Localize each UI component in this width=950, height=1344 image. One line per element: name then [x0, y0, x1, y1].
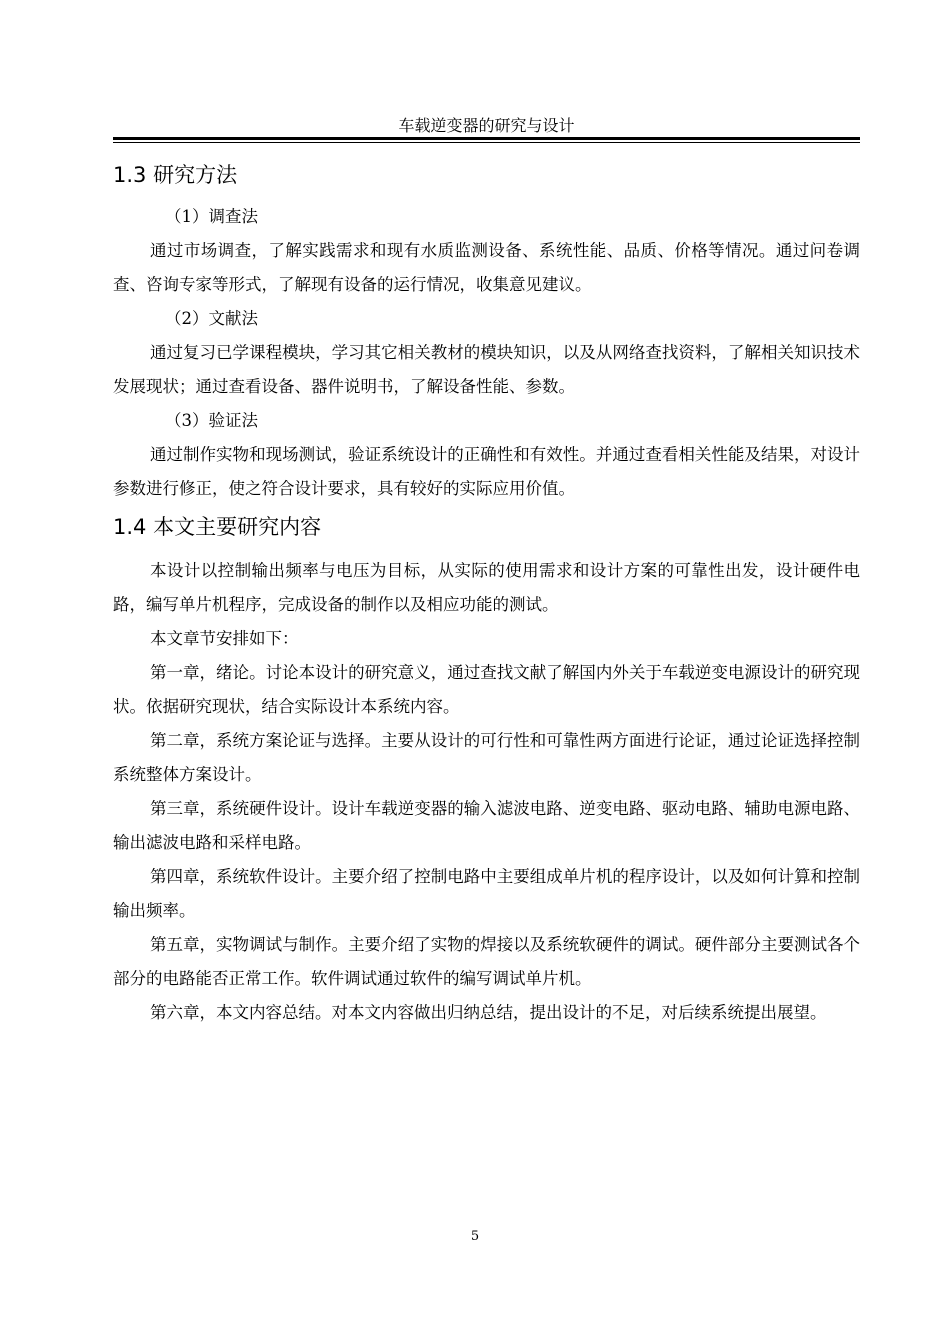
section-heading-1-4: 1.4 本文主要研究内容	[113, 515, 322, 539]
content-paragraph: 本文章节安排如下：	[150, 629, 299, 648]
method-paragraph: 通过市场调查，了解实践需求和现有水质监测设备、系统性能、品质、价格等情况。通过问卷调查、咨询专家等形式，了解现有设备的运行情况，收集意见建议。	[113, 241, 860, 294]
chapter-paragraph: 第一章，绪论。讨论本设计的研究意义，通过查找文献了解国内外关于车载逆变电源设计的研究现状。依据研究现状，结合实际设计本系统内容。	[113, 663, 860, 716]
method-paragraph: 通过制作实物和现场测试，验证系统设计的正确性和有效性。并通过查看相关性能及结果，对设计参数进行修正，使之符合设计要求，具有较好的实际应用价值。	[113, 445, 860, 498]
header-rule-thick	[113, 137, 860, 140]
running-header: 车载逆变器的研究与设计	[398, 116, 575, 135]
chapter-paragraph: 第二章，系统方案论证与选择。主要从设计的可行性和可靠性两方面进行论证，通过论证选择控制系统整体方案设计。	[113, 731, 860, 784]
chapter-paragraph: 第四章，系统软件设计。主要介绍了控制电路中主要组成单片机的程序设计，以及如何计算和控制输出频率。	[113, 867, 860, 920]
method-label: （1）调查法	[165, 207, 258, 226]
method-label: （2）文献法	[165, 309, 258, 328]
content-paragraph: 本设计以控制输出频率与电压为目标，从实际的使用需求和设计方案的可靠性出发，设计硬件电路，编写单片机程序，完成设备的制作以及相应功能的测试。	[113, 561, 860, 614]
chapter-paragraph: 第五章，实物调试与制作。主要介绍了实物的焊接以及系统软硬件的调试。硬件部分主要测试各个部分的电路能否正常工作。软件调试通过软件的编写调试单片机。	[113, 935, 860, 988]
method-paragraph: 通过复习已学课程模块，学习其它相关教材的模块知识，以及从网络查找资料，了解相关知识技术发展现状；通过查看设备、器件说明书，了解设备性能、参数。	[113, 343, 860, 396]
section-heading-1-3: 1.3 研究方法	[113, 163, 238, 187]
method-label: （3）验证法	[165, 411, 258, 430]
page-number: 5	[470, 1229, 480, 1244]
chapter-paragraph: 第三章，系统硬件设计。设计车载逆变器的输入滤波电路、逆变电路、驱动电路、辅助电源电路、输出滤波电路和采样电路。	[113, 799, 860, 852]
document-body	[113, 160, 860, 1030]
chapter-paragraph: 第六章，本文内容总结。对本文内容做出归纳总结，提出设计的不足，对后续系统提出展望。	[150, 1003, 827, 1022]
header-rule-thin	[113, 142, 860, 143]
